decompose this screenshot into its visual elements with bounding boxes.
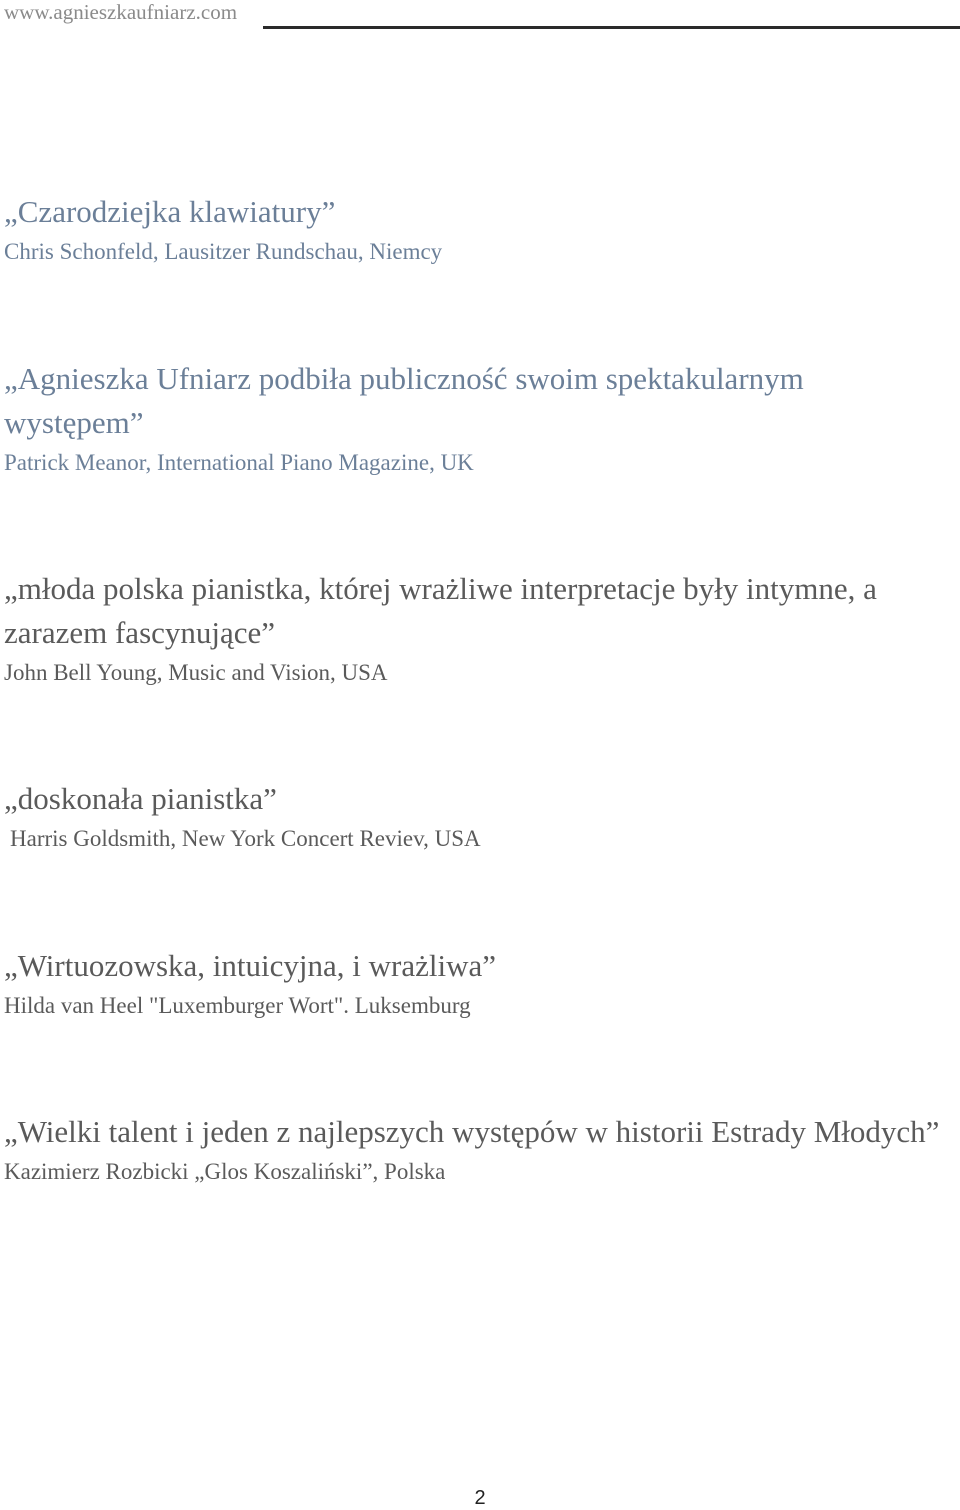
review-source: John Bell Young, Music and Vision, USA (4, 660, 388, 685)
review-item (4, 357, 944, 481)
review-source: Kazimierz Rozbicki „Glos Koszaliński”, Polska (4, 1159, 446, 1184)
review-item (4, 1110, 944, 1190)
website-url[interactable]: www.agnieszkaufniarz.com (4, 0, 238, 24)
review-source: Chris Schonfeld, Lausitzer Rundschau, Niemcy (4, 239, 443, 264)
review-item (4, 190, 944, 270)
review-quote: „Agnieszka Ufniarz podbiła publiczność swoim spektakularnym występem” (4, 361, 804, 440)
review-item (4, 777, 944, 857)
review-source: Hilda van Heel "Luxemburger Wort". Luksemburg (4, 993, 471, 1018)
review-quote: „Wielki talent i jeden z najlepszych występów w historii Estrady Młodych” (4, 1114, 940, 1149)
review-quote: „Wirtuozowska, intuicyjna, i wrażliwa” (4, 948, 496, 983)
header-divider (263, 26, 960, 29)
review-source: Harris Goldsmith, New York Concert Reviev, USA (10, 826, 481, 851)
review-item (4, 567, 944, 691)
review-item (4, 944, 944, 1024)
review-source: Patrick Meanor, International Piano Magazine, UK (4, 450, 474, 475)
review-quote: „młoda polska pianistka, której wrażliwe interpretacje były intymne, a zarazem fascynujące” (4, 571, 877, 650)
review-quote: „doskonała pianistka” (4, 781, 277, 816)
page-number: 2 (474, 1487, 486, 1509)
review-quote: „Czarodziejka klawiatury” (4, 194, 336, 229)
